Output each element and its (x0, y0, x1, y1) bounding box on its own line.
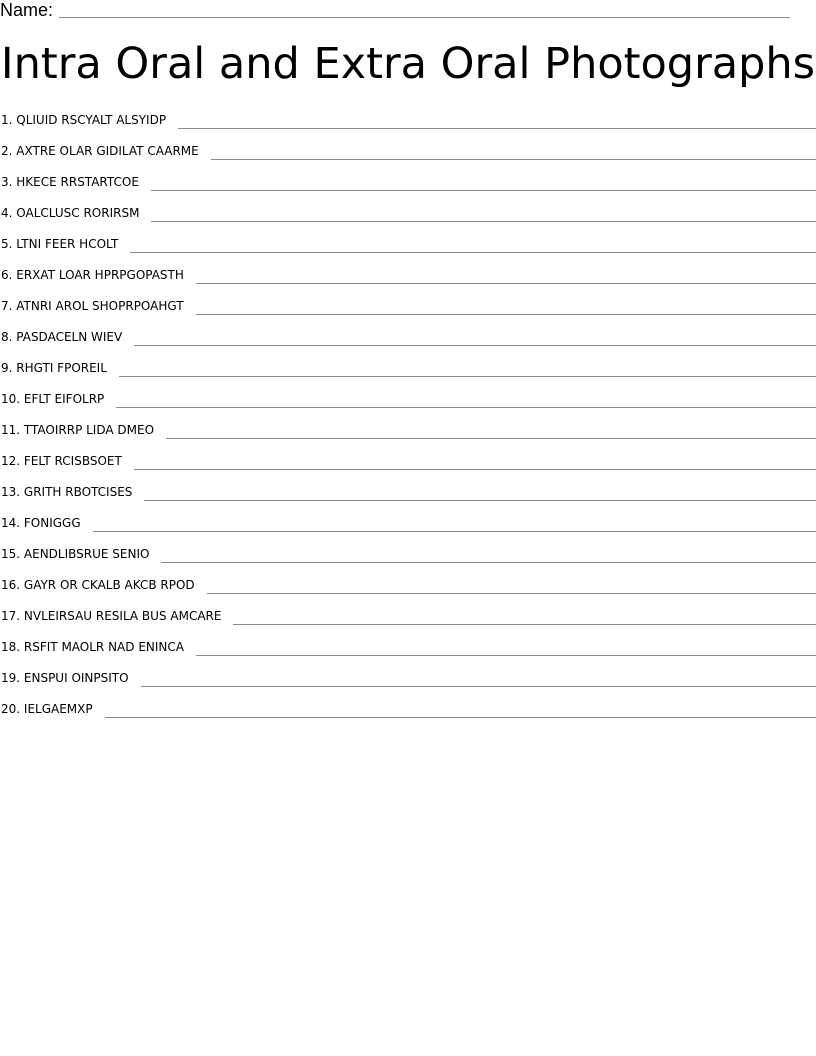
scrambled-word: 17. NVLEIRSAU RESILA BUS AMCARE (1, 609, 222, 623)
scramble-list (0, 112, 816, 732)
answer-line[interactable] (116, 407, 816, 408)
answer-line[interactable] (166, 438, 816, 439)
scrambled-word: 18. RSFIT MAOLR NAD ENINCA (1, 640, 184, 654)
answer-line[interactable] (105, 717, 816, 718)
scrambled-word: 10. EFLT EIFOLRP (1, 392, 105, 406)
answer-line[interactable] (144, 500, 816, 501)
answer-line[interactable] (134, 345, 816, 346)
scrambled-word: 19. ENSPUI OINPSITO (1, 671, 129, 685)
list-item (0, 236, 816, 267)
answer-line[interactable] (161, 562, 816, 563)
list-item (0, 298, 816, 329)
scrambled-word: 4. OALCLUSC RORIRSM (1, 206, 140, 220)
worksheet-title: Intra Oral and Extra Oral Photographs (0, 39, 816, 89)
scrambled-word: 14. FONIGGG (1, 516, 81, 530)
list-item (0, 546, 816, 577)
scrambled-word: 9. RHGTI FPOREIL (1, 361, 107, 375)
scrambled-word: 7. ATNRI AROL SHOPRPOAHGT (1, 299, 184, 313)
list-item (0, 267, 816, 298)
answer-line[interactable] (196, 283, 816, 284)
list-item (0, 608, 816, 639)
answer-line[interactable] (141, 686, 816, 687)
answer-line[interactable] (196, 314, 816, 315)
scrambled-word: 20. IELGAEMXP (1, 702, 93, 716)
list-item (0, 391, 816, 422)
scrambled-word: 13. GRITH RBOTCISES (1, 485, 133, 499)
name-write-line[interactable] (59, 17, 790, 18)
answer-line[interactable] (196, 655, 816, 656)
answer-line[interactable] (130, 252, 816, 253)
scrambled-word: 6. ERXAT LOAR HPRPGOPASTH (1, 268, 184, 282)
answer-line[interactable] (233, 624, 816, 625)
answer-line[interactable] (207, 593, 816, 594)
scrambled-word: 1. QLIUID RSCYALT ALSYIDP (1, 113, 167, 127)
answer-line[interactable] (151, 190, 816, 191)
list-item (0, 670, 816, 701)
answer-line[interactable] (119, 376, 816, 377)
list-item (0, 701, 816, 732)
list-item (0, 453, 816, 484)
scrambled-word: 3. HKECE RRSTARTCOE (1, 175, 139, 189)
name-row (0, 0, 790, 22)
scrambled-word: 15. AENDLIBSRUE SENIO (1, 547, 150, 561)
answer-line[interactable] (134, 469, 816, 470)
list-item (0, 422, 816, 453)
scrambled-word: 8. PASDACELN WIEV (1, 330, 123, 344)
list-item (0, 143, 816, 174)
list-item (0, 484, 816, 515)
answer-line[interactable] (151, 221, 816, 222)
scrambled-word: 5. LTNI FEER HCOLT (1, 237, 119, 251)
list-item (0, 577, 816, 608)
list-item (0, 360, 816, 391)
list-item (0, 112, 816, 143)
scrambled-word: 2. AXTRE OLAR GIDILAT CAARME (1, 144, 199, 158)
answer-line[interactable] (93, 531, 816, 532)
answer-line[interactable] (178, 128, 816, 129)
name-label: Name: (0, 0, 54, 20)
list-item (0, 639, 816, 670)
scrambled-word: 16. GAYR OR CKALB AKCB RPOD (1, 578, 195, 592)
scrambled-word: 12. FELT RCISBSOET (1, 454, 122, 468)
list-item (0, 205, 816, 236)
answer-line[interactable] (211, 159, 816, 160)
list-item (0, 515, 816, 546)
list-item (0, 174, 816, 205)
list-item (0, 329, 816, 360)
scrambled-word: 11. TTAOIRRP LIDA DMEO (1, 423, 155, 437)
